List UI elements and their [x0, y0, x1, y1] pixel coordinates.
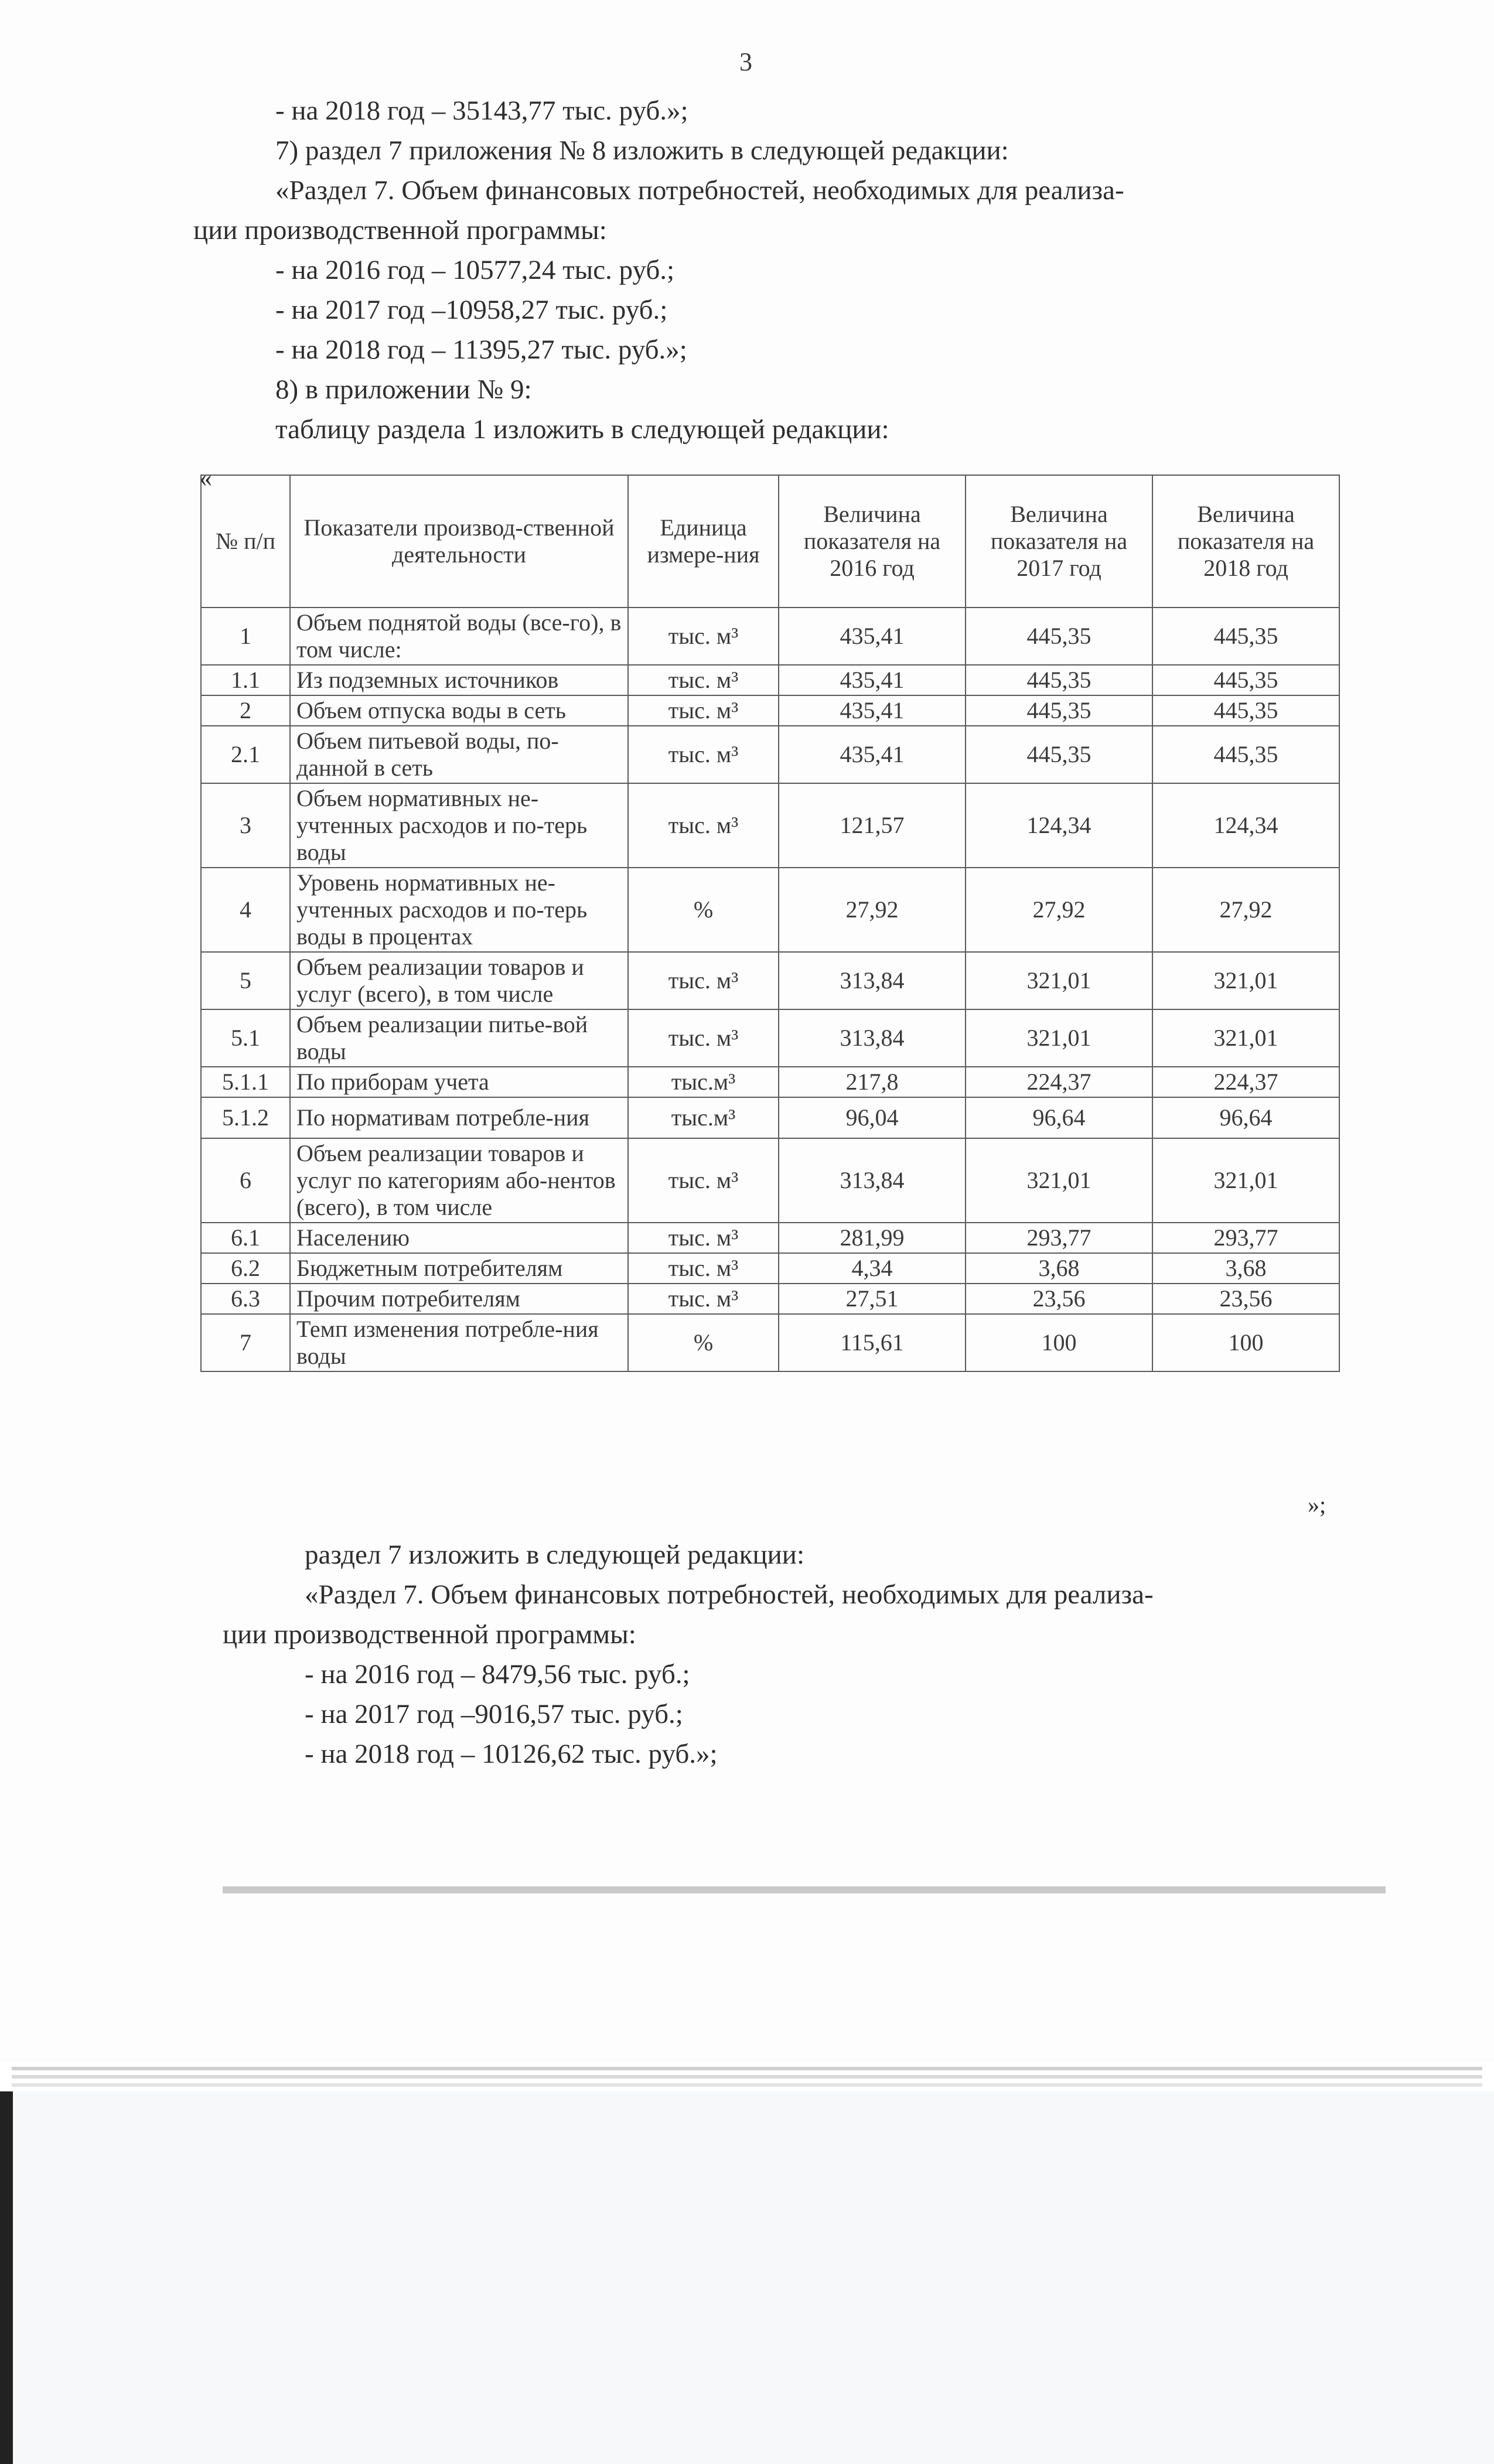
row-number: 1	[201, 608, 290, 665]
table-header-row	[201, 475, 1339, 608]
row-number: 2	[201, 695, 290, 726]
row-value-2017: 321,01	[966, 952, 1152, 1009]
row-value-2016: 435,41	[779, 726, 966, 783]
paragraph-line: - на 2017 год –10958,27 тыс. руб.;	[275, 295, 668, 325]
row-value-2017: 224,37	[966, 1067, 1152, 1097]
row-indicator: Объем реализации питье-вой воды	[290, 1009, 628, 1067]
row-value-2018: 321,01	[1152, 952, 1339, 1009]
row-number: 7	[201, 1314, 290, 1371]
page-number: 3	[739, 47, 752, 76]
row-value-2018: 321,01	[1152, 1009, 1339, 1067]
bottom-text-block	[223, 1535, 1359, 1774]
scan-background	[0, 2091, 1494, 2464]
row-value-2018: 100	[1152, 1314, 1339, 1371]
header-indicator: Показатели производ-ственной деятельности	[290, 475, 628, 608]
table-row	[201, 1314, 1339, 1371]
header-value-2017: Величина показателя на 2017 год	[966, 475, 1152, 608]
row-value-2016: 435,41	[779, 665, 966, 695]
row-indicator: Прочим потребителям	[290, 1284, 628, 1314]
header-value-2016: Величина показателя на 2016 год	[779, 475, 966, 608]
table-row	[201, 952, 1339, 1009]
row-number: 6	[201, 1138, 290, 1223]
row-unit: тыс.м³	[628, 1067, 779, 1097]
separator-line	[223, 1886, 1386, 1893]
paragraph-line: «Раздел 7. Объем финансовых потребностей, необходимых для реализа-	[275, 175, 1124, 206]
paragraph-line: - на 2017 год –9016,57 тыс. руб.;	[305, 1699, 683, 1729]
row-value-2018: 96,64	[1152, 1097, 1339, 1138]
table-row	[201, 1009, 1339, 1067]
row-number: 6.3	[201, 1284, 290, 1314]
top-text-block	[193, 91, 1336, 449]
table-row	[201, 1223, 1339, 1253]
row-value-2018: 224,37	[1152, 1067, 1339, 1097]
row-unit: тыс. м³	[628, 952, 779, 1009]
row-value-2017: 27,92	[966, 868, 1152, 952]
row-value-2017: 321,01	[966, 1009, 1152, 1067]
row-unit: тыс. м³	[628, 1253, 779, 1284]
paragraph-line: - на 2018 год – 10126,62 тыс. руб.»;	[305, 1739, 718, 1769]
row-value-2018: 445,35	[1152, 726, 1339, 783]
header-unit: Единица измере-ния	[628, 475, 779, 608]
row-value-2016: 4,34	[779, 1253, 966, 1284]
header-number: № п/п	[201, 475, 290, 608]
table-row	[201, 1097, 1339, 1138]
table-row	[201, 608, 1339, 665]
table-row	[201, 665, 1339, 695]
row-unit: тыс. м³	[628, 665, 779, 695]
row-value-2017: 445,35	[966, 695, 1152, 726]
row-unit: тыс. м³	[628, 1138, 779, 1223]
row-value-2017: 445,35	[966, 608, 1152, 665]
row-indicator: Объем нормативных не-учтенных расходов и по-терь воды	[290, 783, 628, 868]
row-value-2016: 435,41	[779, 608, 966, 665]
paragraph-line: ции производственной программы:	[193, 215, 607, 245]
row-unit: тыс.м³	[628, 1097, 779, 1138]
row-value-2016: 313,84	[779, 1009, 966, 1067]
table-body	[201, 608, 1339, 1371]
page-stack-edge	[12, 2067, 1482, 2070]
row-indicator: Объем реализации товаров и услуг (всего), в том числе	[290, 952, 628, 1009]
row-value-2016: 217,8	[779, 1067, 966, 1097]
row-value-2016: 96,04	[779, 1097, 966, 1138]
open-quote: «	[199, 463, 212, 492]
row-unit: %	[628, 1314, 779, 1371]
row-unit: %	[628, 868, 779, 952]
row-unit: тыс. м³	[628, 1223, 779, 1253]
row-indicator: Уровень нормативных не-учтенных расходов и по-терь воды в процентах	[290, 868, 628, 952]
table-row	[201, 1284, 1339, 1314]
row-value-2016: 313,84	[779, 952, 966, 1009]
row-value-2018: 124,34	[1152, 783, 1339, 868]
close-quote: »;	[1308, 1492, 1326, 1518]
row-value-2016: 121,57	[779, 783, 966, 868]
row-number: 5	[201, 952, 290, 1009]
paragraph-line: - на 2016 год – 8479,56 тыс. руб.;	[305, 1659, 690, 1690]
row-value-2016: 313,84	[779, 1138, 966, 1223]
row-value-2016: 281,99	[779, 1223, 966, 1253]
paragraph-line: - на 2016 год – 10577,24 тыс. руб.;	[275, 255, 675, 285]
row-value-2018: 445,35	[1152, 665, 1339, 695]
row-number: 5.1.2	[201, 1097, 290, 1138]
row-indicator: Темп изменения потребле-ния воды	[290, 1314, 628, 1371]
row-indicator: Объем отпуска воды в сеть	[290, 695, 628, 726]
paragraph-line: «Раздел 7. Объем финансовых потребностей, необходимых для реализа-	[305, 1579, 1154, 1610]
table-row	[201, 1067, 1339, 1097]
row-number: 2.1	[201, 726, 290, 783]
table-row	[201, 868, 1339, 952]
row-number: 6.2	[201, 1253, 290, 1284]
row-value-2018: 445,35	[1152, 695, 1339, 726]
row-indicator: Объем поднятой воды (все-го), в том числе:	[290, 608, 628, 665]
row-indicator: Объем питьевой воды, по-данной в сеть	[290, 726, 628, 783]
paragraph-line: раздел 7 изложить в следующей редакции:	[305, 1540, 804, 1570]
table-row	[201, 1138, 1339, 1223]
row-number: 1.1	[201, 665, 290, 695]
paragraph-line: - на 2018 год – 11395,27 тыс. руб.»;	[275, 335, 687, 365]
row-value-2018: 293,77	[1152, 1223, 1339, 1253]
row-value-2016: 27,51	[779, 1284, 966, 1314]
row-value-2017: 124,34	[966, 783, 1152, 868]
row-indicator: По приборам учета	[290, 1067, 628, 1097]
row-value-2016: 27,92	[779, 868, 966, 952]
row-value-2018: 445,35	[1152, 608, 1339, 665]
row-number: 6.1	[201, 1223, 290, 1253]
row-unit: тыс. м³	[628, 783, 779, 868]
row-value-2017: 96,64	[966, 1097, 1152, 1138]
table-row	[201, 726, 1339, 783]
row-value-2018: 23,56	[1152, 1284, 1339, 1314]
row-value-2017: 321,01	[966, 1138, 1152, 1223]
table-row	[201, 783, 1339, 868]
row-unit: тыс. м³	[628, 608, 779, 665]
paragraph-line: 8) в приложении № 9:	[275, 374, 532, 405]
row-unit: тыс. м³	[628, 726, 779, 783]
row-value-2018: 3,68	[1152, 1253, 1339, 1284]
page-stack-edge	[12, 2075, 1482, 2079]
paragraph-line: - на 2018 год – 35143,77 тыс. руб.»;	[275, 95, 688, 126]
row-value-2016: 435,41	[779, 695, 966, 726]
scan-edge	[0, 2091, 13, 2464]
row-unit: тыс. м³	[628, 1009, 779, 1067]
row-number: 4	[201, 868, 290, 952]
row-value-2017: 445,35	[966, 726, 1152, 783]
row-number: 3	[201, 783, 290, 868]
row-value-2017: 23,56	[966, 1284, 1152, 1314]
page-stack-edge	[12, 2083, 1482, 2087]
header-value-2018: Величина показателя на 2018 год	[1152, 475, 1339, 608]
row-value-2018: 27,92	[1152, 868, 1339, 952]
row-value-2018: 321,01	[1152, 1138, 1339, 1223]
indicators-table	[200, 475, 1340, 1372]
row-value-2016: 115,61	[779, 1314, 966, 1371]
paragraph-line: ции производственной программы:	[223, 1619, 636, 1650]
row-indicator: Объем реализации товаров и услуг по категориям або-нентов (всего), в том числе	[290, 1138, 628, 1223]
row-indicator: Из подземных источников	[290, 665, 628, 695]
row-value-2017: 3,68	[966, 1253, 1152, 1284]
row-value-2017: 293,77	[966, 1223, 1152, 1253]
paragraph-line: 7) раздел 7 приложения № 8 изложить в следующей редакции:	[275, 135, 1009, 166]
table-row	[201, 1253, 1339, 1284]
row-indicator: По нормативам потребле-ния	[290, 1097, 628, 1138]
row-value-2017: 100	[966, 1314, 1152, 1371]
row-indicator: Бюджетным потребителям	[290, 1253, 628, 1284]
row-indicator: Населению	[290, 1223, 628, 1253]
row-number: 5.1	[201, 1009, 290, 1067]
table-row	[201, 695, 1339, 726]
row-value-2017: 445,35	[966, 665, 1152, 695]
paragraph-line: таблицу раздела 1 изложить в следующей редакции:	[275, 414, 889, 445]
row-number: 5.1.1	[201, 1067, 290, 1097]
row-unit: тыс. м³	[628, 695, 779, 726]
row-unit: тыс. м³	[628, 1284, 779, 1314]
